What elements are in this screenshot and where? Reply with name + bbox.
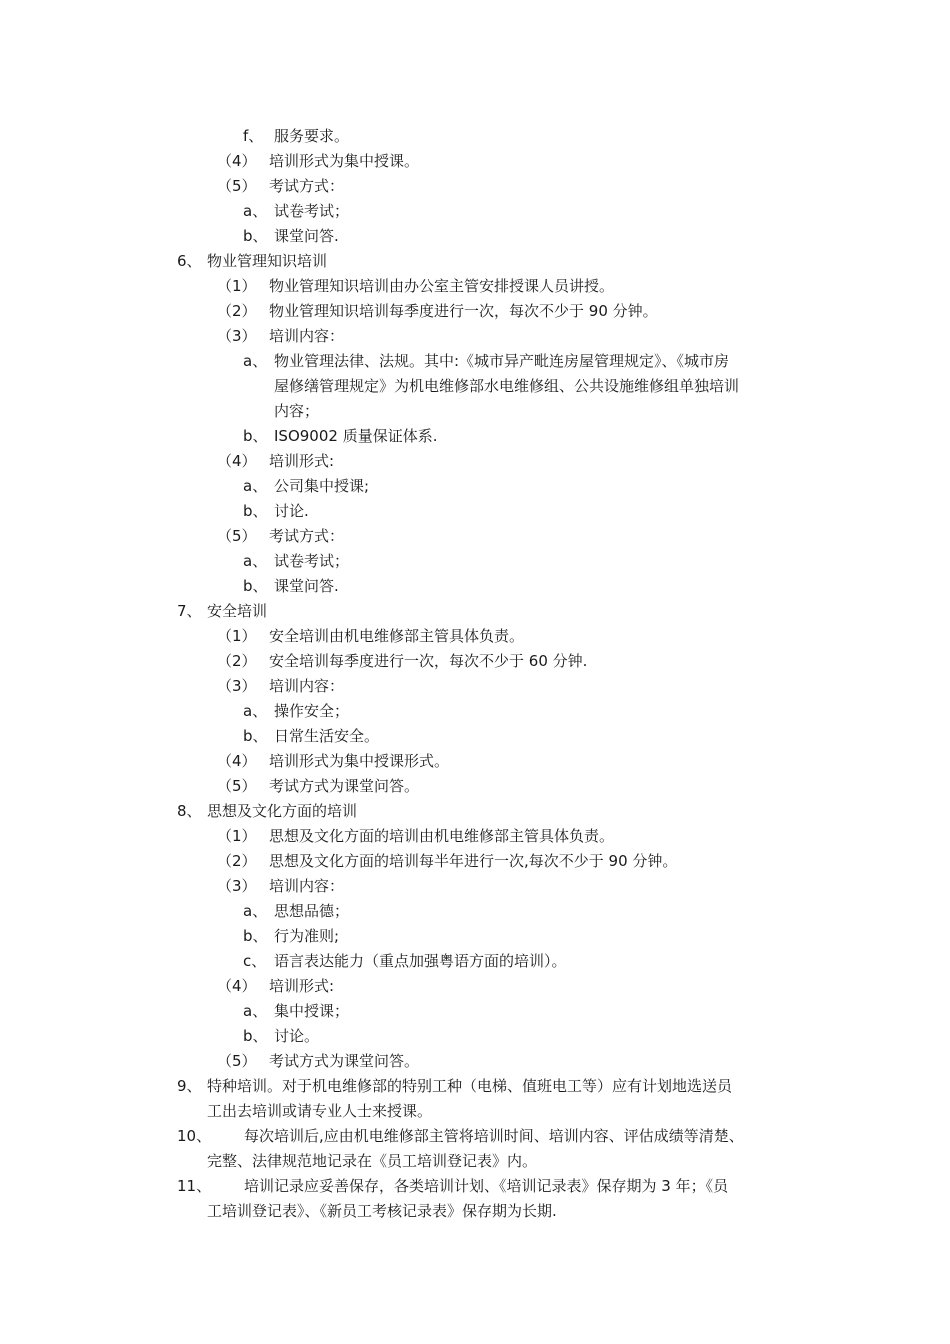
item-text: 语言表达能力（重点加强粤语方面的培训）。 — [274, 952, 567, 970]
item-text: 考试方式： — [269, 177, 345, 195]
item-text: 考试方式为课堂问答。 — [269, 777, 420, 795]
item-text: 思想及文化方面的培训 — [207, 802, 358, 820]
item-label: 8、 — [177, 802, 202, 820]
item-label: （5） — [217, 527, 257, 545]
item-label: （5） — [217, 177, 257, 195]
item-text: 公司集中授课; — [274, 477, 370, 495]
list-item — [243, 1024, 319, 1049]
item-text: 培训内容： — [269, 327, 345, 345]
item-label: c、 — [243, 952, 267, 970]
list-item — [217, 774, 419, 799]
list-item — [243, 349, 729, 374]
list-item — [217, 149, 419, 174]
list-item — [243, 999, 349, 1024]
item-text: 课堂问答. — [274, 227, 339, 245]
list-item — [217, 174, 344, 199]
list-item — [243, 424, 437, 449]
item-text: 特种培训。对于机电维修部的特别工种（电梯、值班电工等）应有计划地选送员 — [207, 1077, 733, 1095]
list-item-continuation — [243, 374, 739, 399]
item-label: f、 — [243, 127, 264, 145]
list-item — [243, 474, 369, 499]
item-text: 试卷考试； — [274, 202, 350, 220]
item-text: 培训形式为集中授课。 — [269, 152, 420, 170]
item-text: 培训内容： — [269, 877, 345, 895]
list-item — [243, 224, 339, 249]
item-text: 操作安全； — [274, 702, 350, 720]
item-label: （2） — [217, 302, 257, 320]
list-item — [243, 574, 339, 599]
list-item — [217, 649, 587, 674]
item-text: 集中授课； — [274, 1002, 350, 1020]
item-label: （4） — [217, 452, 257, 470]
item-text: 讨论. — [274, 502, 309, 520]
list-item — [217, 299, 658, 324]
section-heading — [177, 1174, 728, 1199]
item-text: 每次培训后,应由机电维修部主管将培训时间、培训内容、评估成绩等清楚、 — [244, 1127, 744, 1145]
item-text: 试卷考试； — [274, 552, 350, 570]
item-text: 安全培训 — [207, 602, 268, 620]
list-item — [243, 199, 349, 224]
item-text: ISO9002 质量保证体系. — [274, 427, 438, 445]
item-text: 工出去培训或请专业人士来授课。 — [207, 1102, 433, 1120]
list-item-continuation — [243, 399, 319, 424]
item-label: （1） — [217, 827, 257, 845]
section-heading — [177, 1074, 732, 1099]
item-label: （3） — [217, 877, 257, 895]
item-label: b、 — [243, 427, 268, 445]
item-label: 7、 — [177, 602, 202, 620]
list-item — [243, 549, 349, 574]
item-label: a、 — [243, 702, 268, 720]
item-label: （4） — [217, 977, 257, 995]
list-item — [217, 824, 614, 849]
item-label: （2） — [217, 852, 257, 870]
item-label: b、 — [243, 1027, 268, 1045]
item-text: 讨论。 — [274, 1027, 320, 1045]
list-item — [217, 524, 344, 549]
item-label: （4） — [217, 752, 257, 770]
item-text: 服务要求。 — [274, 127, 350, 145]
item-text: 内容； — [274, 402, 320, 420]
item-label: 6、 — [177, 252, 202, 270]
item-label: b、 — [243, 577, 268, 595]
item-label: （3） — [217, 677, 257, 695]
paragraph-continuation — [177, 1199, 557, 1224]
list-item — [243, 124, 349, 149]
item-text: 物业管理知识培训由办公室主管安排授课人员讲授。 — [269, 277, 615, 295]
item-text: 培训形式: — [269, 977, 335, 995]
item-text: 思想及文化方面的培训每半年进行一次,每次不少于 90 分钟。 — [269, 852, 678, 870]
list-item — [217, 449, 334, 474]
item-label: 9、 — [177, 1077, 202, 1095]
item-label: b、 — [243, 227, 268, 245]
item-text: 屋修缮管理规定》为机电维修部水电维修组、公共设施维修组单独培训 — [274, 377, 740, 395]
item-text: 安全培训由机电维修部主管具体负责。 — [269, 627, 525, 645]
item-label: 10、 — [177, 1127, 212, 1145]
item-label: a、 — [243, 352, 268, 370]
section-heading — [177, 799, 357, 824]
item-label: a、 — [243, 902, 268, 920]
item-label: （2） — [217, 652, 257, 670]
list-item — [217, 324, 344, 349]
item-label: a、 — [243, 202, 268, 220]
item-label: a、 — [243, 1002, 268, 1020]
paragraph-continuation — [177, 1099, 432, 1124]
item-text: 安全培训每季度进行一次，每次不少于 60 分钟. — [269, 652, 588, 670]
item-text: 考试方式为课堂问答。 — [269, 1052, 420, 1070]
item-text: 完整、法律规范地记录在《员工培训登记表》内。 — [207, 1152, 538, 1170]
item-text: 培训记录应妥善保存，各类培训计划、《培训记录表》保存期为 3 年；《员 — [244, 1177, 729, 1195]
list-item — [217, 749, 449, 774]
section-heading — [177, 599, 267, 624]
item-text: 思想及文化方面的培训由机电维修部主管具体负责。 — [269, 827, 615, 845]
list-item — [243, 499, 309, 524]
item-label: b、 — [243, 727, 268, 745]
item-text: 物业管理知识培训 — [207, 252, 328, 270]
item-text: 培训形式为集中授课形式。 — [269, 752, 450, 770]
item-text: 考试方式： — [269, 527, 345, 545]
item-text: 物业管理法律、法规。其中:《城市异产毗连房屋管理规定》、《城市房 — [274, 352, 730, 370]
item-text: 培训内容： — [269, 677, 345, 695]
list-item — [243, 699, 349, 724]
item-label: a、 — [243, 552, 268, 570]
list-item — [243, 899, 349, 924]
list-item — [217, 624, 524, 649]
list-item — [217, 1049, 419, 1074]
item-text: 行为准则; — [274, 927, 340, 945]
item-label: （3） — [217, 327, 257, 345]
list-item — [217, 274, 614, 299]
list-item — [217, 674, 344, 699]
item-label: （1） — [217, 277, 257, 295]
list-item — [217, 874, 344, 899]
paragraph-continuation — [177, 1149, 537, 1174]
item-label: （5） — [217, 1052, 257, 1070]
item-label: b、 — [243, 502, 268, 520]
item-label: b、 — [243, 927, 268, 945]
item-text: 物业管理知识培训每季度进行一次，每次不少于 90 分钟。 — [269, 302, 658, 320]
item-text: 培训形式: — [269, 452, 335, 470]
item-text: 课堂问答. — [274, 577, 339, 595]
section-heading — [177, 249, 327, 274]
item-label: （1） — [217, 627, 257, 645]
item-label: 11、 — [177, 1177, 212, 1195]
item-label: （5） — [217, 777, 257, 795]
list-item — [243, 949, 567, 974]
item-label: a、 — [243, 477, 268, 495]
item-text: 思想品德； — [274, 902, 350, 920]
list-item — [217, 849, 677, 874]
list-item — [243, 724, 379, 749]
item-label: （4） — [217, 152, 257, 170]
list-item — [217, 974, 334, 999]
list-item — [243, 924, 339, 949]
section-heading — [177, 1124, 744, 1149]
item-text: 工培训登记表》、《新员工考核记录表》保存期为长期. — [207, 1202, 557, 1220]
item-text: 日常生活安全。 — [274, 727, 380, 745]
